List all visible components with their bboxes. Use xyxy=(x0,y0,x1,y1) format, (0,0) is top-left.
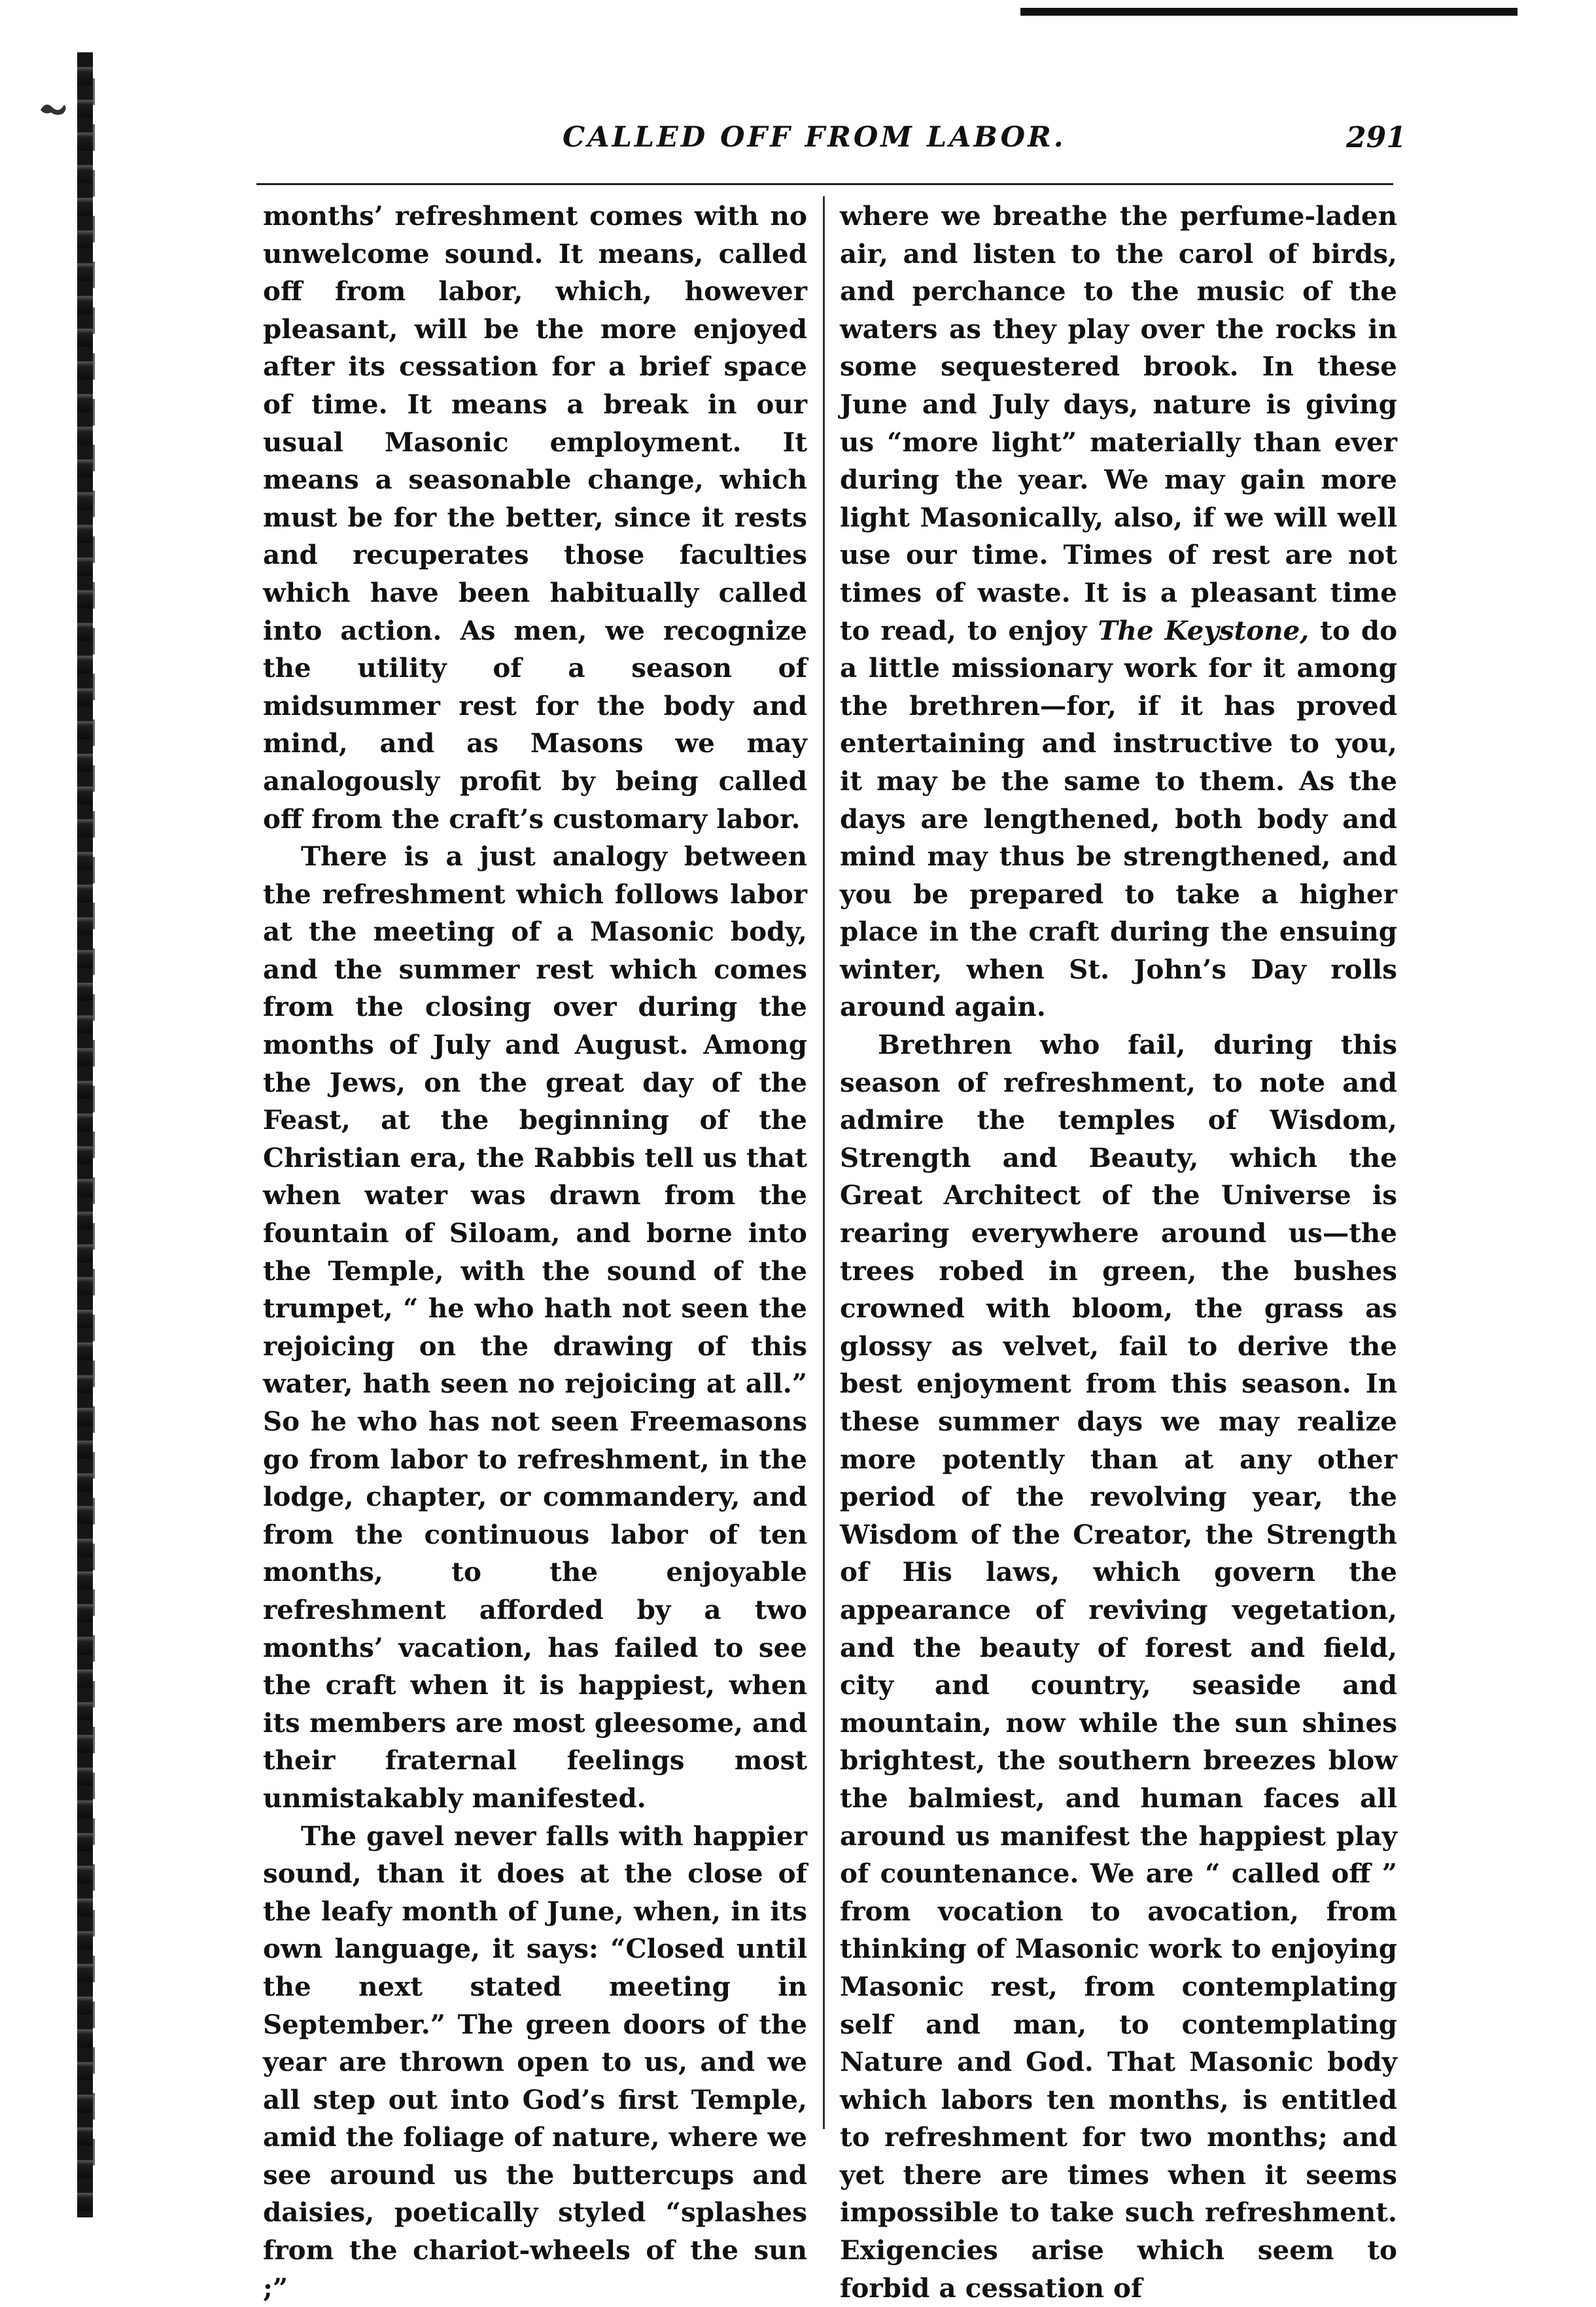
paragraph-gavel: The gavel never falls with happier sound, than it does at the close of the leafy month of June, when, in its own language, it says: “Closed until the next stated meeting in September.” The green doors of the year are thrown open to us, and we all step out into God’s first Temple, amid the foliage of nature, where we see around us the buttercups and daisies, poetically styled “splashes from the chariot-wheels of the sun ;” xyxy=(263,1820,807,2304)
left-column xyxy=(263,198,807,2307)
binding-spine xyxy=(77,52,93,2217)
header-rule xyxy=(256,183,1393,185)
binding-edge xyxy=(93,78,95,2185)
column-divider xyxy=(823,196,825,2129)
text-before-title: where we breathe the perfume-laden air, and listen to the carol of birds, and perchance to the music of the waters as they play over the rocks in some sequestered brook. In these June and July days, nature is giving us “more light” materially than ever during the year. We may gain more light Masonically, also, if we will well use our time. Times of rest are not times of waste. It is a pleasant time to read, to enjoy xyxy=(840,200,1397,646)
paragraph-analogy: There is a just analogy between the refreshment which follows labor at the meeting of a Masonic body, and the summer rest which comes from the closing over during the months of July and August. Among the Jews, on the great day of the Feast, at the beginning of the Christian era, the Rabbis tell us that when water was drawn from the fountain of Siloam, and borne into the Temple, with the sound of the trumpet, “ he who hath not seen the rejoicing on the drawing of this water, hath seen no rejoicing at all.” So he who has not seen Freemasons go from labor to refreshment, in the lodge, chapter, or commandery, and from the continuous labor of ten months, to the enjoyable refreshment afforded by a two months’ vacation, has failed to see the craft when it is happiest, when its members are most gleesome, and their fraternal feelings most unmistakably manifested. xyxy=(263,841,807,1814)
periodical-title: The Keystone, xyxy=(1098,614,1310,646)
right-column xyxy=(840,198,1397,2307)
top-edge-rule xyxy=(1020,8,1518,16)
text-after-title: to do a little missionary work for it among the brethren—for, if it has proved entertaining and instructive to you, it may be the same to them. As the days are lengthened, both body and mind may thus be strengthened, and you be prepared to take a higher place in the craft during the ensuing winter, when St. John’s Day rolls around again. xyxy=(840,614,1398,1023)
paragraph-perfume-laden xyxy=(840,198,1397,1026)
paragraph-continued: months’ refreshment comes with no unwelcome sound. It means, called off from labor, which, however pleasant, will be the more enjoyed after its cessation for a brief space of time. It means a break in our usual Masonic employment. It means a seasonable change, which must be for the better, since it rests and recuperates those faculties which have been habitually called into action. As men, we recognize the utility of a season of midsummer rest for the body and mind, and as Masons we may analogously profit by being called off from the craft’s customary labor. xyxy=(263,200,807,835)
running-head: CALLED OFF FROM LABOR. xyxy=(563,121,1066,154)
ink-mark xyxy=(38,98,71,118)
paragraph-brethren: Brethren who fail, during this season of refreshment, to note and admire the temples of Wisdom, Strength and Beauty, which the Great Architect of the Universe is rearing everywhere around us—the trees robed in green, the bushes crowned with bloom, the grass as glossy as velvet, fail to derive the best enjoyment from this season. In these summer days we may realize more potently than at any other period of the revolving year, the Wisdom of the Creator, the Strength of His laws, which govern the appearance of reviving vegetation, and the beauty of forest and field, city and country, seaside and mountain, now while the sun shines brightest, the southern breezes blow the balmiest, and human faces all around us manifest the happiest play of countenance. We are “ called off ” from vocation to avocation, from thinking of Masonic work to enjoying Masonic rest, from contemplating self and man, to contemplating Nature and God. That Masonic body which labors ten months, is entitled to refreshment for two months; and yet there are times when it seems impossible to take such refreshment. Exigencies arise which seem to forbid a cessation of xyxy=(840,1029,1397,2304)
page-number: 291 xyxy=(1346,121,1406,154)
